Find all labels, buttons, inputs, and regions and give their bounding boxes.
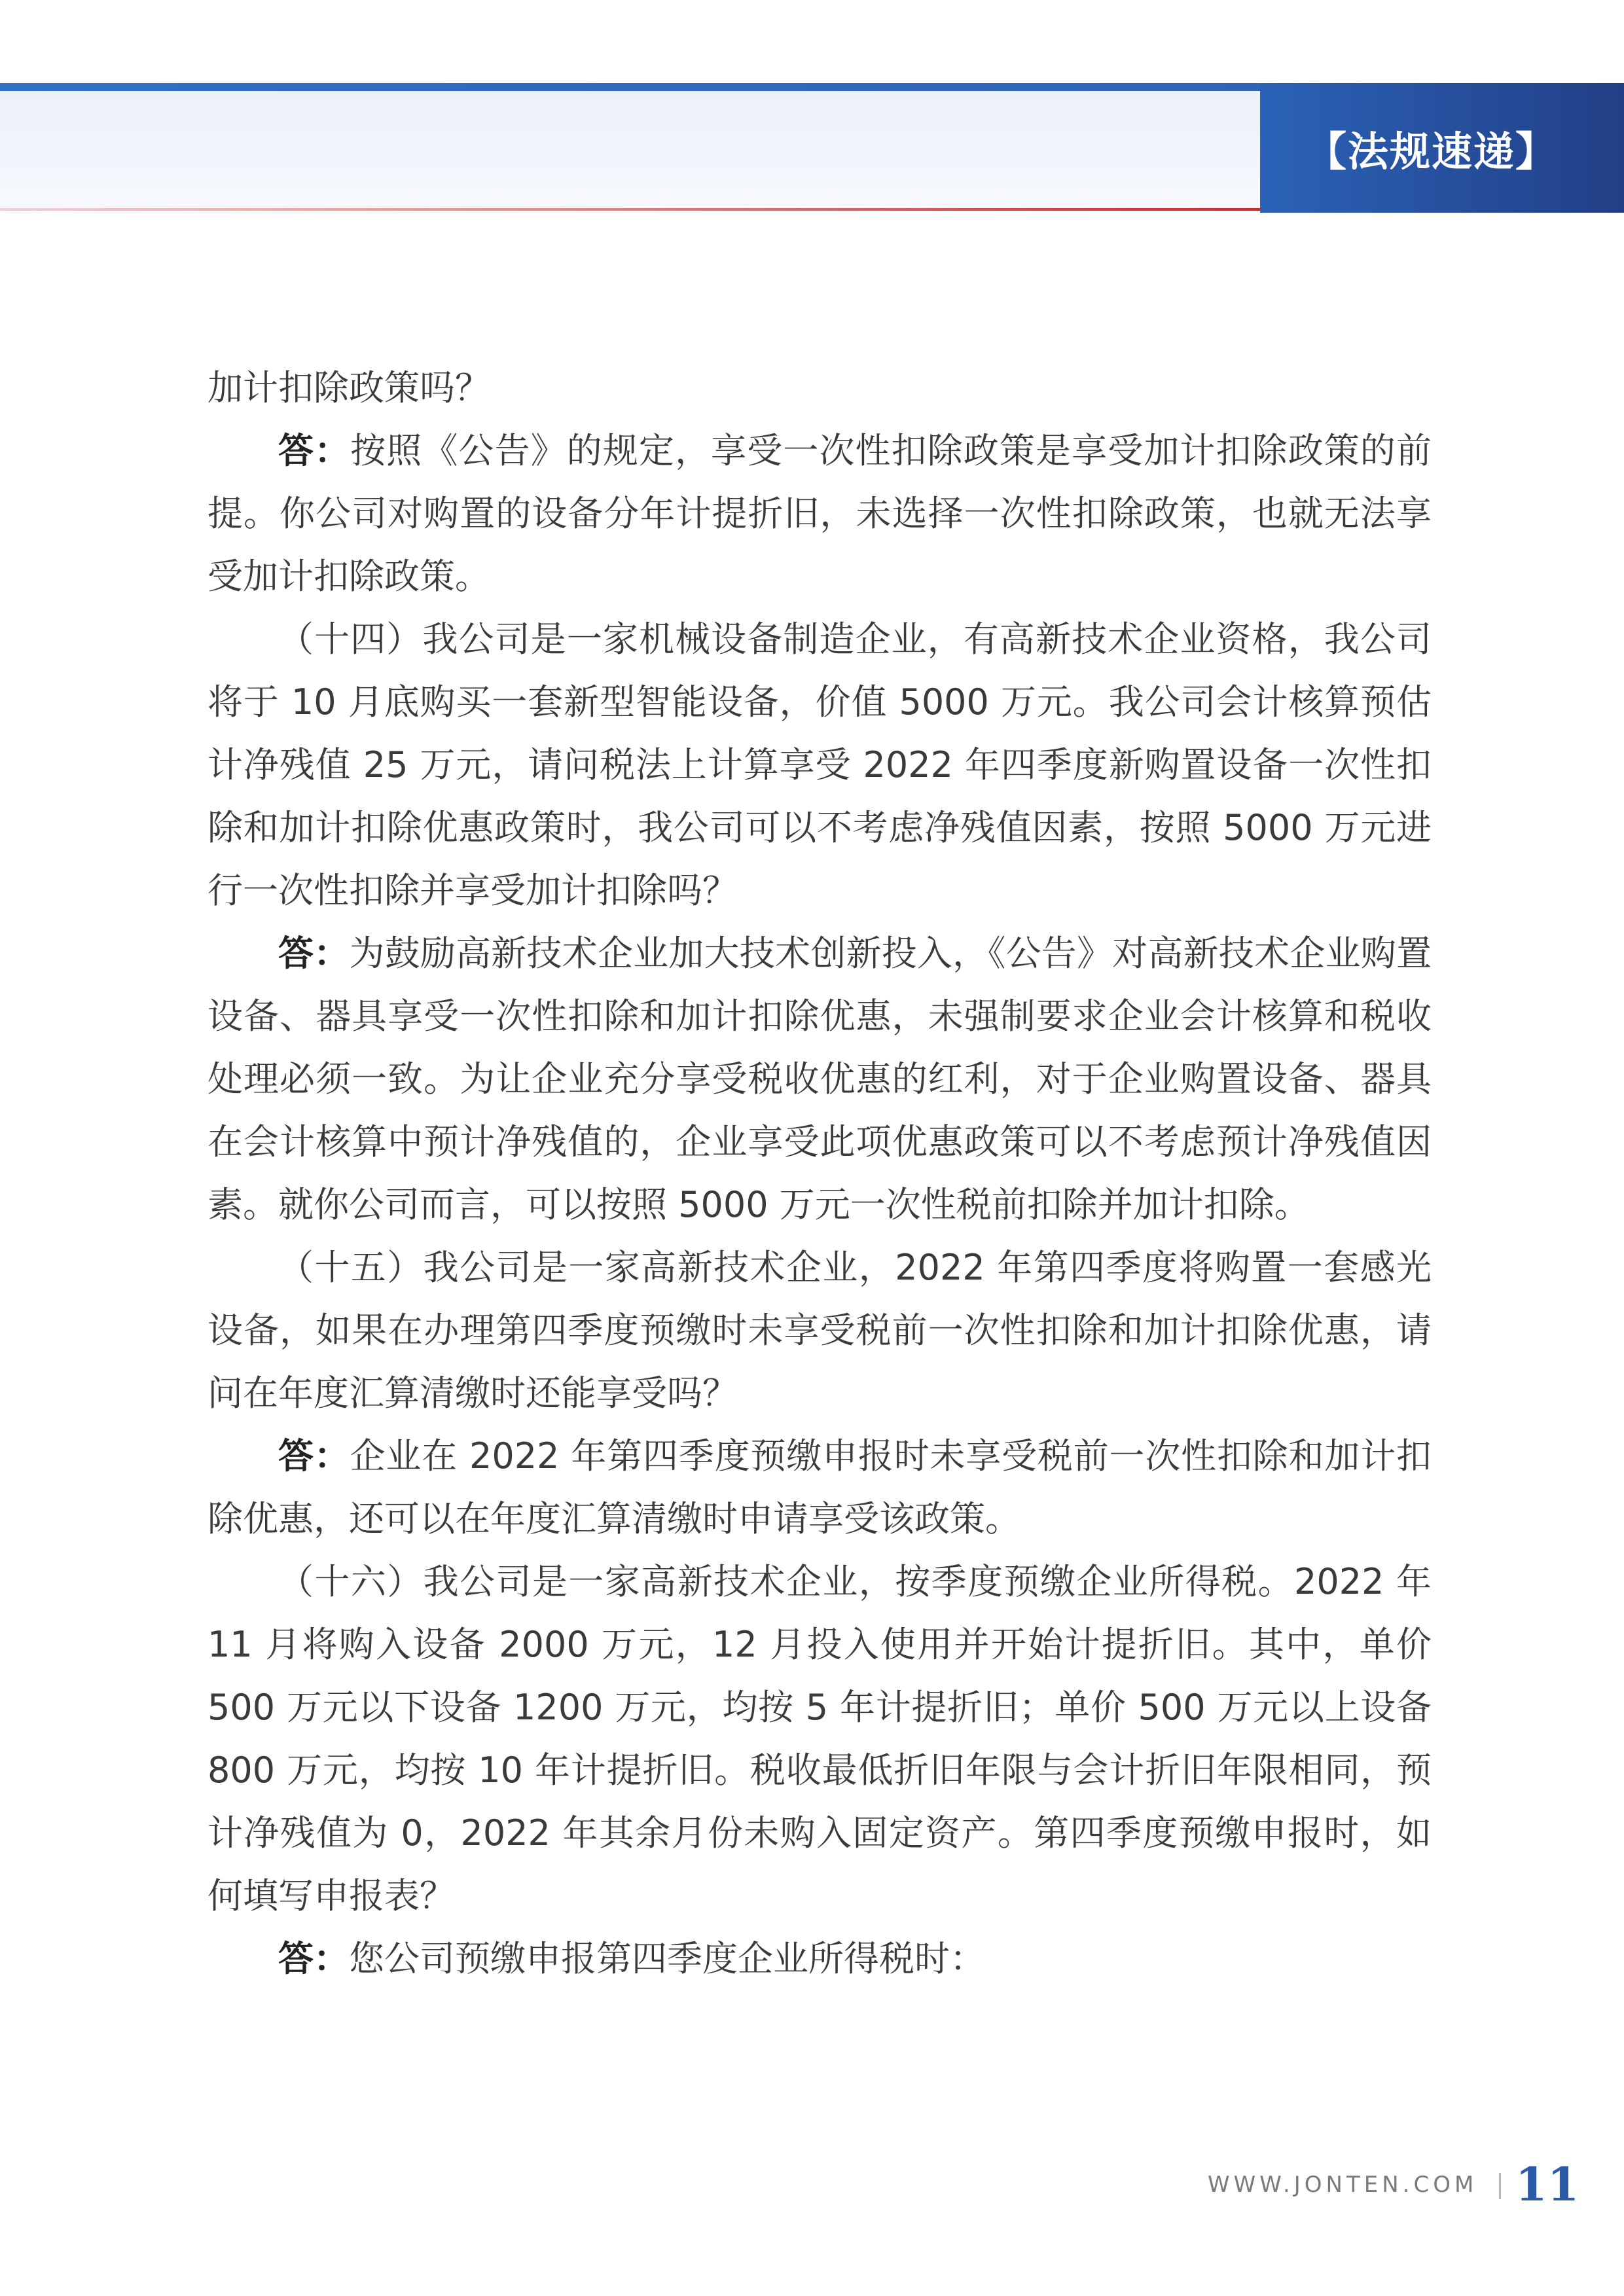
paragraph-3: （十四）我公司是一家机械设备制造企业，有高新技术企业资格，我公司将于 10 月底购买一套新型智能设备，价值 5000 万元。我公司会计核算预估计净残值 25 万元，请问税法上计算享受 2022 年四季度新购置设备一次性扣除和加计扣除优惠政策时，我公司可以不考虑净残值因素，按照 5000 万元进行一次性扣除并享受加计扣除吗？: [208, 619, 1432, 911]
footer-divider: [1499, 2173, 1501, 2199]
header-band: [0, 83, 1260, 213]
article-body: [208, 357, 1432, 1990]
header-bottom-rule: [0, 208, 1260, 211]
page-number: 11: [1515, 2157, 1579, 2212]
footer-website: WWW.JONTEN.COM: [1208, 2172, 1478, 2198]
paragraph-7: （十六）我公司是一家高新技术企业，按季度预缴企业所得税。2022 年 11 月将购入设备 2000 万元，12 月投入使用并开始计提折旧。其中，单价 500 万元以下设备 1200 万元，均按 5 年计提折旧；单价 500 万元以上设备 800 万元，均按 10 年计提折旧。税收最低折旧年限与会计折旧年限相同，预计净残值为 0，2022 年其余月份未购入固定资产。第四季度预缴申报时，如何填写申报表？: [208, 1561, 1432, 1916]
answer-label: 答：: [278, 933, 350, 974]
answer-label: 答：: [278, 1435, 350, 1477]
paragraph-1: 加计扣除政策吗？: [208, 367, 490, 408]
paragraph-4: 答：为鼓励高新技术企业加大技术创新投入，《公告》对高新技术企业购置设备、器具享受一次性扣除和加计扣除优惠，未强制要求企业会计核算和税收处理必须一致。为让企业充分享受税收优惠的红利，对于企业购置设备、器具在会计核算中预计净残值的，企业享受此项优惠政策可以不考虑预计净残值因素。就你公司而言，可以按照 5000 万元一次性税前扣除并加计扣除。: [208, 933, 1432, 1225]
paragraph-6: 答：企业在 2022 年第四季度预缴申报时未享受税前一次性扣除和加计扣除优惠，还可以在年度汇算清缴时申请享受该政策。: [208, 1435, 1432, 1539]
header-top-rule: [0, 83, 1260, 91]
paragraph-2: 答：按照《公告》的规定，享受一次性扣除政策是享受加计扣除政策的前提。你公司对购置的设备分年计提折旧，未选择一次性扣除政策，也就无法享受加计扣除政策。: [208, 430, 1432, 597]
paragraph-8: 答：您公司预缴申报第四季度企业所得税时：: [278, 1938, 985, 1979]
paragraph-5: （十五）我公司是一家高新技术企业，2022 年第四季度将购置一套感光设备，如果在办理第四季度预缴时未享受税前一次性扣除和加计扣除优惠，请问在年度汇算清缴时还能享受吗？: [208, 1247, 1432, 1414]
section-tag: 【法规速递】: [1260, 83, 1624, 213]
answer-label: 答：: [278, 1938, 349, 1979]
answer-label: 答：: [278, 430, 351, 471]
